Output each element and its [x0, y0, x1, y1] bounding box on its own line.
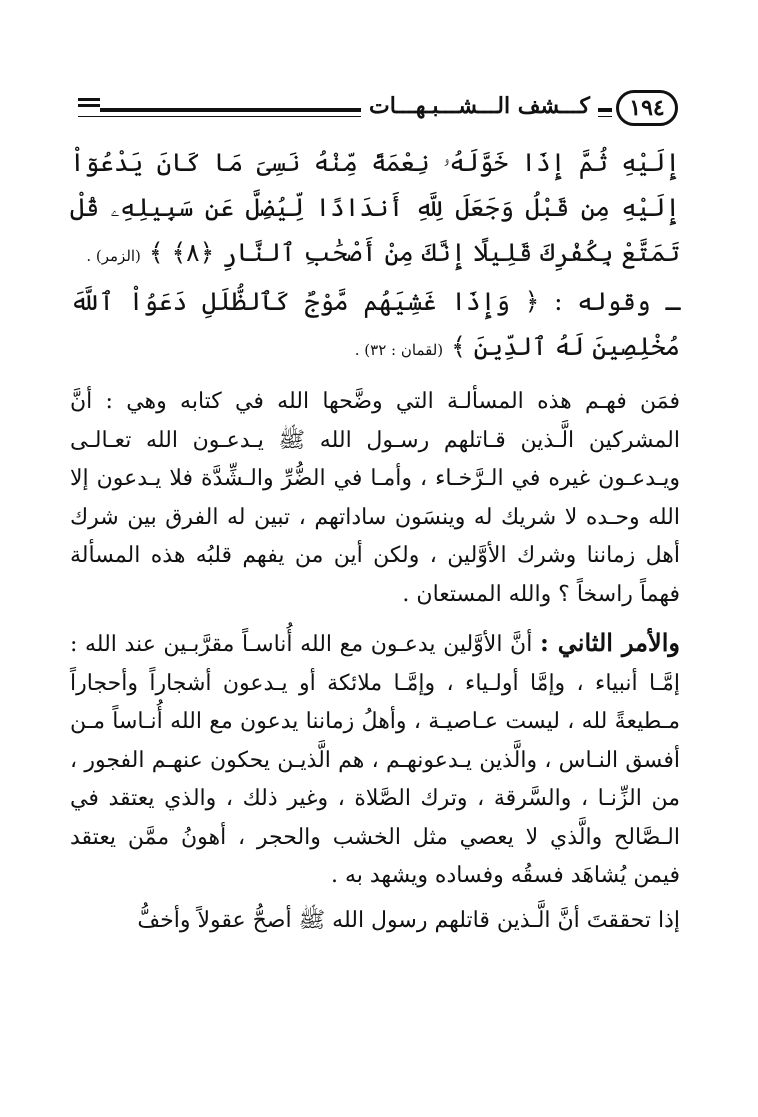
verse-zumar-text: إِلَيْهِ ثُمَّ إِذَا خَوَّلَهُۥ نِعْمَةً مِّنْهُ نَسِىَ مَا كَانَ يَدْعُوٓاْ إِلَيْهِ مِن قَبْلُ وَجَعَلَ لِلَّهِ أَندَادًا لِّيُضِلَّ عَن سَبِيلِهِۦ قُلْ تَمَتَّعْ بِكُفْرِكَ قَلِيلًا إِنَّكَ مِنْ أَصْحَٰبِ ٱلنَّارِ ﴿٨﴾ ﴾	[70, 148, 680, 267]
verse-luqman-intro: ـ وقوله : ﴿	[524, 287, 680, 316]
verse-luqman-reference: (لقمان : ٣٢) .	[354, 341, 444, 359]
verse-zumar-reference: (الزمر) .	[86, 247, 141, 265]
second-matter-heading: والأمر الثاني :	[539, 628, 680, 657]
page-number: ١٩٤	[616, 90, 678, 126]
paragraph-second-matter	[70, 624, 680, 896]
verse-luqman-text: وَإِذَا غَشِيَهُم مَّوْجٌ كَٱلظُّلَلِ دَعَوُاْ ٱللَّهَ مُخْلِصِينَ لَهُ ٱلدِّينَ ﴾	[70, 287, 680, 361]
page-body	[70, 140, 680, 940]
paragraph-conclusion: إذا تحققتَ أنَّ الَّـذين قاتلهم رسول الله ﷺ أصحُّ عقولاً وأخفُّ	[137, 907, 680, 933]
quran-verse-luqman	[70, 279, 680, 373]
quran-verse-zumar	[70, 140, 680, 279]
second-matter-text: أنَّ الأوَّلين يدعـون مع الله أُناسـاً مقرَّبـين عند الله : إمَّـا أنبياء ، وإمَّا أولـياء ، وإمَّـا ملائكة أو يـدعون أشجاراً وأحجاراً مـطيعةً لله ، ليست عـاصيـة ، وأهلُ زماننا يدعون مع الله أُنـاساً مـن أفسق النـاس ، والَّذين يـدعونهـم ، هم الَّذيـن يحكون عنهـم الفجور ، من الزِّنـا ، والسَّرقة ، وترك الصَّلاة ، وغير ذلك ، والذي يعتقد في الـصَّالح والَّذي لا يعصي مثل الخشب والحجر ، أهونُ ممَّن يعتقد فيمن يُشاهَد فسقُه وفساده ويشهد به .	[70, 632, 680, 888]
book-title: كـــشف الـــشـــبـهـــات	[361, 88, 598, 124]
page-header	[78, 88, 678, 132]
header-end-mark	[78, 98, 100, 112]
paragraph-understanding: فمَن فهـم هذه المسألـة التي وضَّحها الله في كتابه وهي : أنَّ المشركين الَّـذين قـاتلهم رسـول الله ﷺ يـدعـون الله تعـالـى ويـدعـون غيره في الـرَّخـاء ، وأمـا في الضُّرِّ والـشِّدَّة فلا يـدعون إلا الله وحـده لا شريك له وينسَون ساداتهم ، تبين له الفرق بين شرك أهل زماننا وشرك الأوَّلين ، ولكن أين من يفهم قلبُه هذه المسألة فهماً راسخاً ؟ والله المستعان .	[70, 389, 680, 607]
